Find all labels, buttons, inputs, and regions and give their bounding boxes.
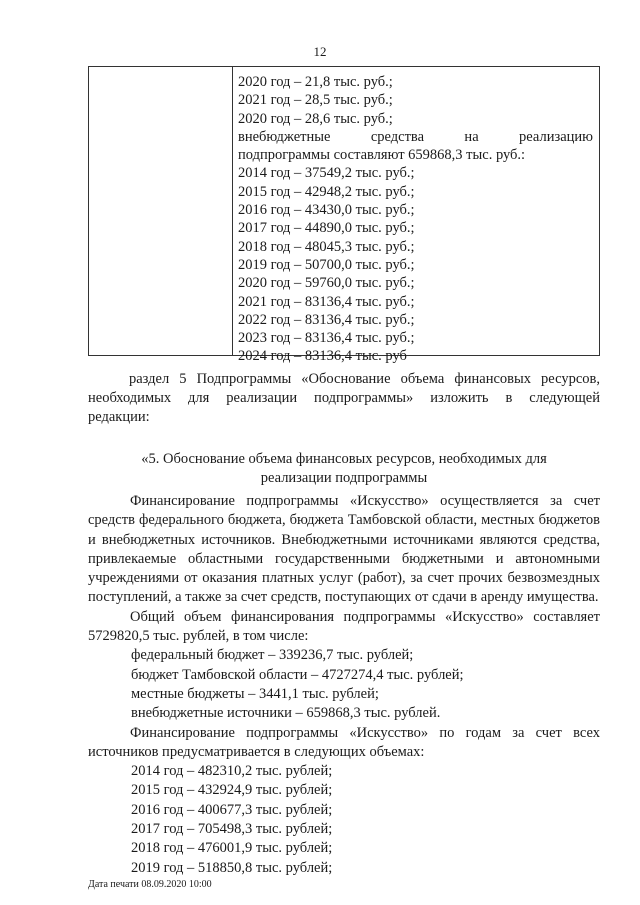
amendment-line-2: необходимых для реализации подпрограммы» изложить в следующей (88, 390, 600, 406)
total-funding-paragraph: Общий объем финансирования подпрограммы «Искусство» составляет 5729820,5 тыс. рублей, в том числе: (88, 608, 600, 645)
year-item: 2014 год – 482310,2 тыс. рублей; (131, 763, 333, 780)
section-title-line-2: реализации подпрограммы (260, 470, 428, 486)
amendment-line-1: раздел 5 Подпрограммы «Обоснование объема финансовых ресурсов, (129, 371, 600, 387)
table-line: 2020 год – 28,6 тыс. руб.; (238, 110, 393, 127)
yearly-funding-paragraph: Финансирование подпрограммы «Искусство» по годам за счет всех источников предусматривается в следующих объемах: (88, 724, 600, 760)
table-line: 2024 год – 83136,4 тыс. руб (238, 348, 407, 365)
table-right-cell (238, 73, 593, 366)
table-line: 2020 год – 59760,0 тыс. руб.; (238, 275, 415, 292)
table-line: 2014 год – 37549,2 тыс. руб.; (238, 165, 415, 182)
print-date-footer: Дата печати 08.09.2020 10:00 (88, 879, 212, 890)
table-line: 2017 год – 44890,0 тыс. руб.; (238, 220, 415, 237)
table-line: 2021 год – 83136,4 тыс. руб.; (238, 293, 415, 310)
table-line: внебюджетные средства на реализацию (238, 128, 593, 145)
table-line: подпрограммы составляют 659868,3 тыс. руб.: (238, 147, 526, 164)
table-line: 2021 год – 28,5 тыс. руб.; (238, 92, 393, 109)
year-item: 2016 год – 400677,3 тыс. рублей; (131, 801, 333, 818)
source-item: бюджет Тамбовской области – 4727274,4 тыс. рублей; (131, 666, 464, 683)
source-item: внебюджетные источники – 659868,3 тыс. рублей. (131, 705, 441, 722)
table-line: 2015 год – 42948,2 тыс. руб.; (238, 183, 415, 200)
source-item: федеральный бюджет – 339236,7 тыс. рублей; (131, 647, 414, 664)
funding-sources-paragraph: Финансирование подпрограммы «Искусство» осуществляется за счет средств федерального бюджета, бюджета Тамбовской области, местных бюджетов и внебюджетных источников. Внебюджетными источниками являются средства, привлекаемые областными государственными бюджетными и автономными учреждениями от оказания платных услуг (работ), за счет прочих безвозмездных поступлений, а также за счет средств, поступающих от сдачи в аренду имущества. (88, 493, 600, 606)
table-line: 2016 год – 43430,0 тыс. руб.; (238, 202, 415, 219)
table-line: 2018 год – 48045,3 тыс. руб.; (238, 238, 415, 255)
table-line: 2022 год – 83136,4 тыс. руб.; (238, 311, 415, 328)
section-title-line-1: «5. Обоснование объема финансовых ресурсов, необходимых для (141, 451, 547, 467)
amendment-line-3: редакции: (88, 409, 150, 425)
table-line: 2023 год – 83136,4 тыс. руб.; (238, 330, 415, 347)
year-item: 2015 год – 432924,9 тыс. рублей; (131, 782, 333, 799)
funding-table (88, 66, 600, 365)
source-item: местные бюджеты – 3441,1 тыс. рублей; (131, 685, 379, 702)
section-title (88, 450, 600, 488)
year-item: 2018 год – 476001,9 тыс. рублей; (131, 840, 333, 857)
table-column-divider (232, 67, 233, 355)
table-line: 2019 год – 50700,0 тыс. руб.; (238, 256, 415, 273)
table-line: 2020 год – 21,8 тыс. руб.; (238, 74, 393, 90)
page-number: 12 (313, 44, 327, 59)
year-item: 2017 год – 705498,3 тыс. рублей; (131, 821, 333, 838)
section-body (88, 492, 600, 878)
year-item: 2019 год – 518850,8 тыс. рублей; (131, 859, 333, 876)
